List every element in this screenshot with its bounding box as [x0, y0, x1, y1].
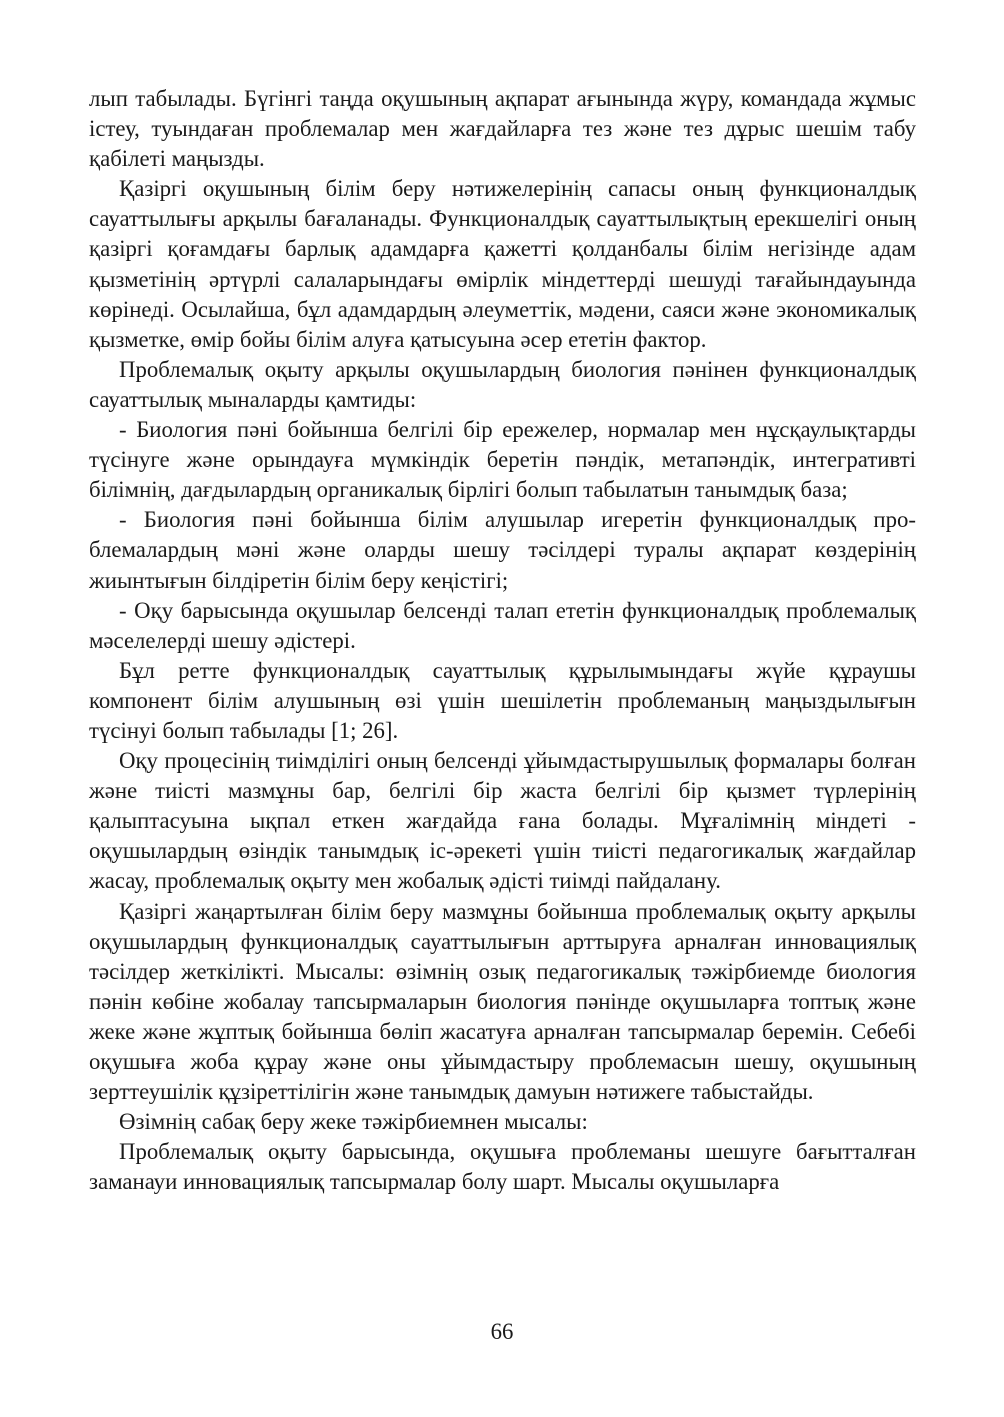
paragraph-functional-literacy: Қазіргі оқушының білім беру нәтижелерінің сапасы оның функционалдық сауаттылығы арқылы бағаланады. Функционалдық сауаттылықтың ерекшелігі оның қазіргі қоғамдағы барлық адамдарға қажетті қолданбалы білім негізінде адам қызметінің әртүрлі салаларындағы өмірлік міндеттерді шешуді тағайындауында көрінеді. Осылайша, бұл адамдардың әлеуметтік, мәдени, саяси және экономикалық қызметке, өмір бойы білім алуға қатысуына әсер ететін фактор. — [89, 176, 916, 352]
paragraph-innovative-approaches: Қазіргі жаңартылған білім беру мазмұны бойынша проблемалық оқыту арқылы оқушылардың функционалдық сауаттылығын арттыруға арналған инновациялық тәсілдер жеткілікті. Мысалы: өзімнің озық педагогикалық тәжірбиемде биология пәнін көбіне жобалау тапсырмаларын биология пәнінде оқушыларға топтық және жеке және жұптық бойынша бөліп жасатуға арналған тапсырмалар беремін. Себебі оқушыға жоба құрау және оны ұйымдастыру проблемасын шешу, оқушының зерттеушілік құзіреттілігін және танымдық дамуын нәтижеге табыстайды. — [89, 898, 916, 1105]
paragraph-system-component: Бұл ретте функционалдық сауаттылық құрылымындағы жүйе құраушы компонент білім алушының өзі үшін шешілетін проблеманың маңыздылығын түсінуі болып табылады [1; 26]. — [89, 657, 916, 743]
list-item-solving-methods: - Оқу барысында оқушылар белсенді талап ететін функционалдық проблемалық мәселелерді шешу әдістері. — [89, 597, 916, 653]
paragraph-learning-efficiency: Оқу процесінің тиімділігі оның белсенді ұйымдастырушылық формалары болған және тиісті мазмұны бар, белгілі бір жаста белгілі бір қызмет түрлерінің қалыптасуына ықпал еткен жағдайда ғана болады. Мұғалімнің міндеті - оқушылардың өзіндік танымдық іс-әрекеті үшін тиісті педагогикалық жағдайлар жасау, проблемалық оқыту мен жобалық әдісті тиімді пайдалану. — [89, 748, 916, 894]
list-item-educational-space: - Биология пәні бойынша білім алушылар игеретін функционалдық проблемалардың мәні және оларды шешу тәсілдері туралы ақпарат көздерінің жиынтығын білдіретін білім беру кеңістігі; — [89, 507, 916, 593]
page-number: 66 — [490, 1319, 514, 1344]
paragraph-example-intro: Өзімнің сабақ беру жеке тәжірбиемнен мысалы: — [119, 1109, 588, 1135]
body-text — [89, 84, 916, 1197]
paragraph-problem-learning-tasks: Проблемалық оқыту барысында, оқушыға проблеманы шешуге бағытталған заманауи инновациялық тапсырмалар болу шарт. Мысалы оқушыларға — [89, 1139, 916, 1195]
paragraph-continuation: лып табылады. Бүгінгі таңда оқушының ақпарат ағынында жүру, командада жұмыс істеу, туындаған проблемалар мен жағдайларға тез және тез дұрыс шешім табу қабілеті маңызды. — [89, 86, 916, 172]
paragraph-problem-learning-intro: Проблемалық оқыту арқылы оқушылардың биология пәнінен функционалдық сауаттылық мыналарды қамтиды: — [89, 356, 916, 412]
list-item-cognitive-base: - Биология пәні бойынша белгілі бір ережелер, нормалар мен нұсқаулықтарды түсінуге және орындауға мүмкіндік беретін пәндік, метапәндік, интегративті білімнің, дағдылардың органикалық бірлігі болып табылатын танымдық база; — [89, 417, 916, 503]
